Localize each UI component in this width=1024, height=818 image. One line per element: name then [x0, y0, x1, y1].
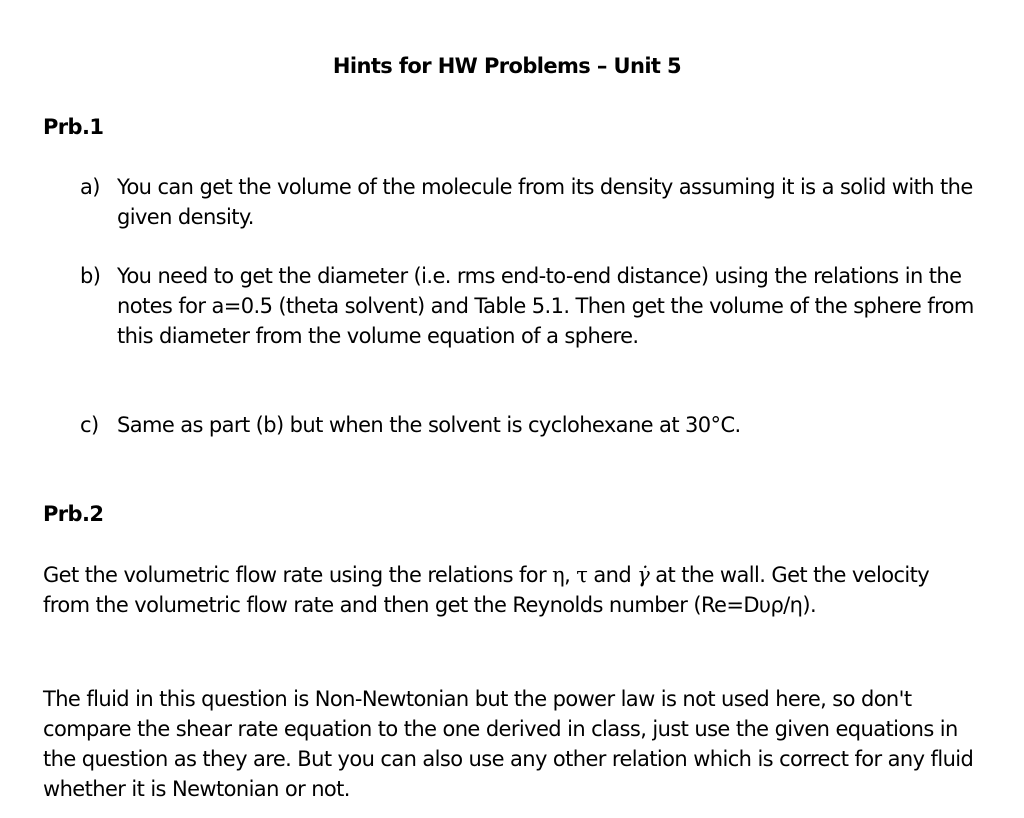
problem-2-paragraph-2: The fluid in this question is Non-Newtonian but the power law is not used here, so don't compare the shear rate equation to the one derived in class, just use the given equations in the question as they are. But you can also use any other relation which is correct for any fluid whether it is Newtonian or not. [43, 687, 974, 801]
item-label: c) [80, 413, 99, 437]
p1-text-a: Get the volumetric flow rate using the relations for [43, 563, 553, 587]
comma: , [564, 563, 577, 587]
gamma-dot-symbol: γ̇ [637, 563, 650, 587]
item-label: b) [80, 264, 101, 288]
item-text: You need to get the diameter (i.e. rms end-to-end distance) using the relations in the notes for a=0.5 (theta solvent) and Table 5.1. Then get the volume of the sphere from this diameter from the volume equation of a sphere. [117, 264, 974, 348]
page-title: Hints for HW Problems – Unit 5 [332, 54, 682, 78]
eta-symbol: η [552, 563, 565, 587]
item-label: a) [80, 175, 100, 199]
and-text: and [587, 563, 638, 587]
list-item [80, 261, 980, 351]
p1-text-b: at the wall. Get the velocity from the volumetric flow rate and then get the Reynolds number (Re=Dυρ/η). [43, 563, 930, 617]
problem-1-heading: Prb.1 [43, 115, 104, 139]
list-item [80, 410, 980, 440]
tau-symbol: τ [576, 563, 588, 587]
problem-2-paragraph-1 [43, 560, 978, 620]
item-text: Same as part (b) but when the solvent is cyclohexane at 30°C. [117, 413, 741, 437]
list-item [80, 172, 980, 232]
problem-2-heading: Prb.2 [43, 502, 104, 526]
item-text: You can get the volume of the molecule from its density assuming it is a solid with the given density. [117, 175, 973, 229]
